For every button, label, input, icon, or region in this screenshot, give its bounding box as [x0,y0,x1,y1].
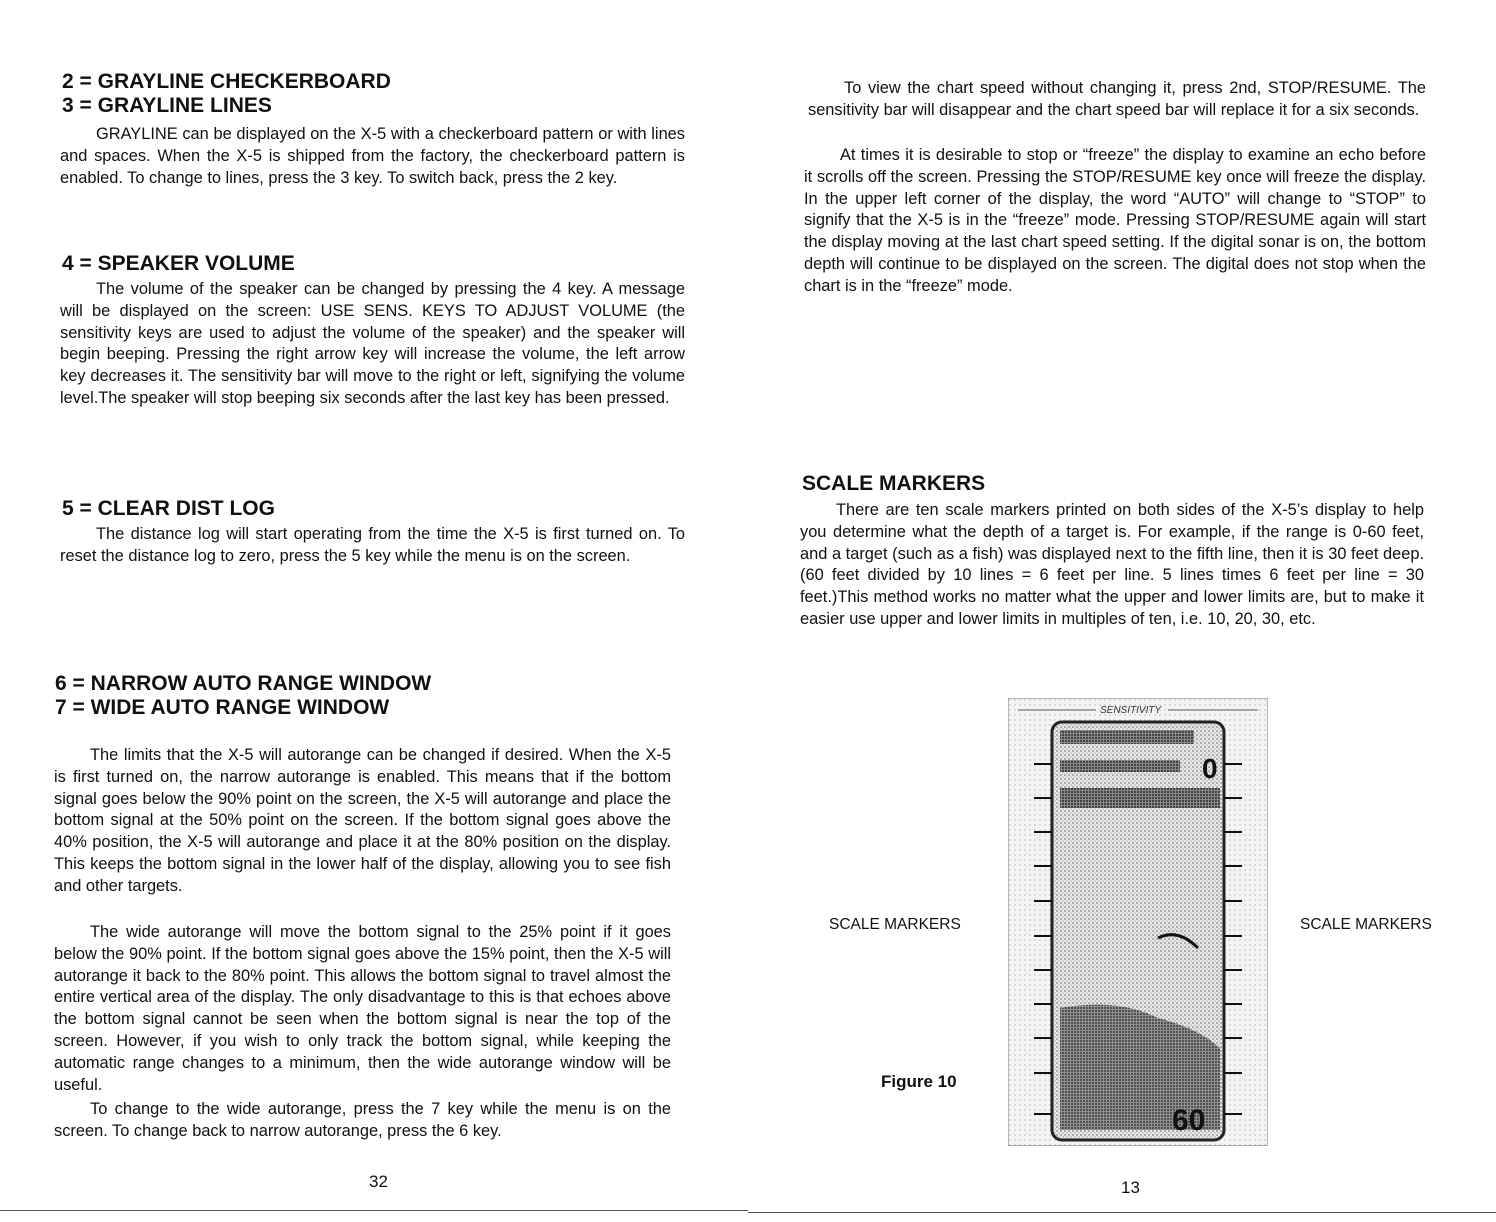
paragraph-chart-speed: To view the chart speed without changing it, press 2nd, STOP/RESUME. The sensitivity bar will disappear and the chart speed bar will replace it for a six seconds. [808,79,1426,119]
surface-clutter [1060,760,1180,772]
paragraph-clear-dist-log: The distance log will start operating from the time the X-5 is first turned on. To reset the distance log to zero, press the 5 key while the menu is on the screen. [60,525,685,565]
page-number-left: 32 [369,1172,388,1191]
figure-label-left: SCALE MARKERS [829,916,961,933]
paragraph-autorange-2: The wide autorange will move the bottom signal to the 25% point if it goes below the 90% point. If the bottom signal goes above the 15% point, then the X-5 will autorange it back to the 80% point. This allows the bottom signal to travel almost the entire vertical area of the display. The only disadvantage to this is that echoes above the bottom signal cannot be seen when the bottom signal is near the top of the screen. However, if you wish to only track the bottom signal, while keeping the automatic range changes to a minimum, then the wide autorange window will be useful. [54,923,671,1094]
heading-narrow-auto-range: 6 = NARROW AUTO RANGE WINDOW [55,672,432,695]
paragraph-scale-markers: There are ten scale markers printed on both sides of the X-5’s display to help you determine what the depth of a target is. For example, if the range is 0-60 feet, and a target (such as a fish) was displayed next to the fifth line, then it is 30 feet deep. (60 feet divided by 10 lines = 6 feet per line. 5 lines times 6 feet per line = 30 feet.)This method works no matter what the upper and lower limits are, but to make it easier use upper and lower limits in multiples of ten, i.e. 10, 20, 30, etc. [800,501,1424,628]
heading-clear-dist-log: 5 = CLEAR DIST LOG [62,497,275,520]
heading-grayline [62,70,391,118]
depth-bottom-readout: 60 [1172,1104,1206,1137]
figure-label-right: SCALE MARKERS [1300,916,1432,933]
paragraph-autorange-3: To change to the wide autorange, press the 7 key while the menu is on the screen. To change back to narrow autorange, press the 6 key. [54,1100,671,1140]
bottom-rule-right [748,1212,1496,1213]
heading-scale-markers: SCALE MARKERS [802,472,986,495]
paragraph-freeze: At times it is desirable to stop or “freeze” the display to examine an echo before it scrolls off the screen. Pressing the STOP/RESUME key once will freeze the display. In the upper left corner of the display, the word “AUTO” will change to “STOP” to signify that the X-5 is in the “freeze” mode. Pressing STOP/RESUME again will start the display moving at the last chart speed setting. If the digital sonar is on, the bottom depth will continue to be displayed on the screen. The digital does not stop when the chart is in the “freeze” mode. [804,146,1426,295]
bottom-rule-left [0,1210,748,1211]
heading-grayline-lines: 3 = GRAYLINE LINES [62,94,272,117]
grayline-band [1060,788,1220,808]
page-number-right: 13 [1121,1178,1140,1197]
figure-caption: Figure 10 [881,1072,957,1091]
heading-speaker-volume: 4 = SPEAKER VOLUME [62,252,295,275]
heading-grayline-checkerboard: 2 = GRAYLINE CHECKERBOARD [62,70,391,93]
sensitivity-label: SENSITIVITY [1100,705,1162,716]
paragraph-grayline: GRAYLINE can be displayed on the X-5 with a checkerboard pattern or with lines and spaces. When the X-5 is shipped from the factory, the checkerboard pattern is enabled. To change to lines, press the 3 key. To switch back, press the 2 key. [60,125,685,187]
paragraph-speaker-volume: The volume of the speaker can be changed by pressing the 4 key. A message will be displayed on the screen: USE SENS. KEYS TO ADJUST VOLUME (the sensitivity keys are used to adjust the volume of the speaker) and the speaker will begin beeping. Pressing the right arrow key will increase the volume, the left arrow key decreases it. The sensitivity bar will move to the right or left, signifying the volume level.The speaker will stop beeping six seconds after the last key has been pressed. [60,280,685,407]
depth-top-readout: 0 [1202,753,1218,784]
sensitivity-bar [1060,730,1194,744]
heading-auto-range [55,672,431,720]
sonar-display-figure [1008,698,1268,1146]
paragraph-autorange-1: The limits that the X-5 will autorange can be changed if desired. When the X-5 is first turned on, the narrow autorange is enabled. This means that if the bottom signal goes below the 90% point on the screen, the X-5 will autorange and place the bottom signal at the 50% point on the screen. If the bottom signal goes above the 40% position, the X-5 will autorange and place it at the 80% position on the display. This keeps the bottom signal in the lower half of the display, allowing you to see fish and other targets. [54,746,671,895]
heading-wide-auto-range: 7 = WIDE AUTO RANGE WINDOW [55,696,390,719]
